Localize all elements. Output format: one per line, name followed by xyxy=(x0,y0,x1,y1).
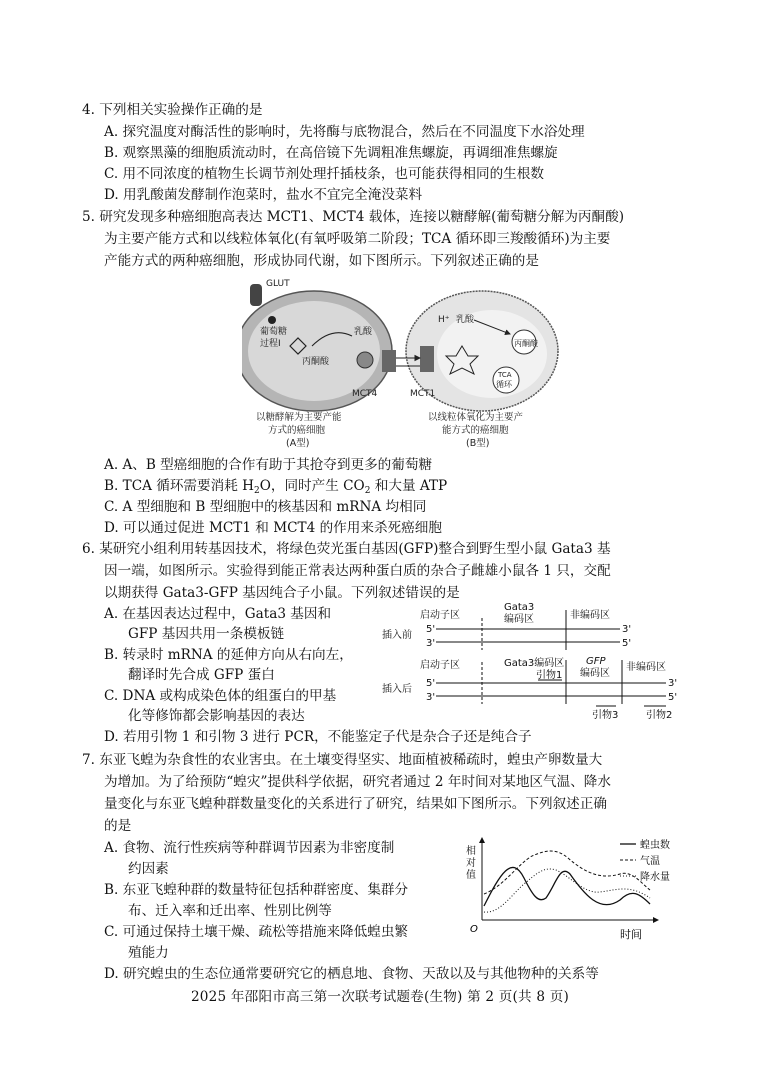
pyruvate-label: 丙酮酸 xyxy=(302,357,330,367)
gata3-label: Gata3 xyxy=(504,602,535,613)
primer1-label: 引物1 xyxy=(536,670,563,681)
mct1-label: MCT1 xyxy=(410,389,436,399)
q6-stem-line1: 6. 某研究小组利用转基因技术，将绿色荧光蛋白基因(GFP)整合到野生型小鼠 Gata3 基 xyxy=(82,541,611,557)
promoter-label: 启动子区 xyxy=(420,610,460,621)
q6-option-a-line1: A. 在基因表达过程中，Gata3 基因和 xyxy=(104,606,332,622)
q7-option-c-line2: 殖能力 xyxy=(128,945,169,961)
chart-xlabel: 时间 xyxy=(620,928,642,941)
cell-a-caption-3: (A型) xyxy=(286,438,310,449)
q6-option-d: D. 若用引物 1 和引物 3 进行 PCR，不能鉴定子代是杂合子还是纯合子 xyxy=(104,729,532,745)
cell-b-caption-3: (B型) xyxy=(466,438,490,449)
q6-stem-line3: 以期获得 Gata3-GFP 基因纯合子小鼠。下列叙述错误的是 xyxy=(104,585,460,601)
before-3-left: 3' xyxy=(426,638,436,649)
before-5-right: 5' xyxy=(622,638,632,649)
chart-ylabel-char: 值 xyxy=(466,870,476,881)
q6-option-c-line2: 化等修饰都会影响基因的表达 xyxy=(128,708,305,724)
before-5-left: 5' xyxy=(426,624,436,635)
q7-stem-line4: 的是 xyxy=(104,818,132,834)
coding-label: 编码区 xyxy=(504,614,534,625)
q6-option-b-line2: 翻译时先合成 GFP 蛋白 xyxy=(128,667,275,683)
cycle-label: 循环 xyxy=(496,380,512,389)
q4-option-d: D. 用乳酸菌发酵制作泡菜时，盐水不宜完全淹没菜料 xyxy=(104,187,423,203)
q5-stem-line2: 为主要产能方式和以线粒体氧化(有氧呼吸第二阶段；TCA 循环即三羧酸循环)为主要 xyxy=(104,231,611,247)
after-label: 插入后 xyxy=(382,684,412,695)
tca-label: TCA xyxy=(498,371,512,379)
q5-option-d: D. 可以通过促进 MCT1 和 MCT4 的作用来杀死癌细胞 xyxy=(104,520,442,536)
lactate-label-a: 乳酸 xyxy=(354,327,373,337)
mct4-label: MCT4 xyxy=(352,389,378,399)
q6-stem-line2: 因一端，如图所示。实验得到能正常表达两种蛋白质的杂合子雌雄小鼠各 1 只，交配 xyxy=(104,563,611,579)
chart-origin: O xyxy=(470,924,478,935)
q4-stem: 4. 下列相关实验操作正确的是 xyxy=(82,102,263,118)
cell-b-caption-2: 能方式的癌细胞 xyxy=(442,425,509,436)
q6-option-c-line1: C. DNA 或构成染色体的组蛋白的甲基 xyxy=(104,688,337,704)
glut-label: GLUT xyxy=(266,279,290,289)
after-5-left: 5' xyxy=(426,678,436,689)
q5-option-c: C. A 型细胞和 B 型细胞中的核基因和 mRNA 均相同 xyxy=(104,499,427,515)
h-label: H⁺ xyxy=(438,315,450,325)
promoter2-label: 启动子区 xyxy=(420,660,460,671)
q6-option-b-line1: B. 转录时 mRNA 的延伸方向从右向左， xyxy=(104,647,353,663)
cell-a-caption-2: 方式的癌细胞 xyxy=(268,425,326,436)
gfp-coding-label: 编码区 xyxy=(580,668,610,679)
q7-option-b-line1: B. 东亚飞蝗种群的数量特征包括种群密度、集群分 xyxy=(104,882,409,898)
noncoding-label: 非编码区 xyxy=(570,610,610,621)
page-footer: 2025 年邵阳市高三第一次联考试题卷(生物) 第 2 页(共 8 页) xyxy=(190,989,570,1005)
q7-stem-line1: 7. 东亚飞蝗为杂食性的农业害虫。在土壤变得坚实、地面植被稀疏时，蝗虫产卵数量大 xyxy=(82,752,603,768)
after-3-right: 3' xyxy=(668,678,678,689)
chart-ylabel-1 xyxy=(466,844,476,881)
q7-option-d: D. 研究蝗虫的生态位通常要研究它的栖息地、食物、天敌以及与其他物种的关系等 xyxy=(104,966,599,982)
process-label: 过程I xyxy=(260,339,281,349)
legend-temperature: 气温 xyxy=(640,856,660,867)
q7-option-a-line2: 约因素 xyxy=(128,861,169,877)
gfp-label: GFP xyxy=(586,656,606,667)
before-3-right: 3' xyxy=(622,624,632,635)
gata3-coding-label: Gata3编码区 xyxy=(504,658,565,669)
q5-stem-line3: 产能方式的两种癌细胞，形成协同代谢，如下图所示。下列叙述正确的是 xyxy=(104,253,539,269)
q5-option-b: B. TCA 循环需要消耗 $H_2O$，同时产生 $CO_2$ 和大量 ATP xyxy=(104,478,448,496)
q5-stem-line1: 5. 研究发现多种癌细胞高表达 MCT1、MCT4 载体，连接以糖酵解(葡萄糖分解为丙酮酸) xyxy=(82,209,625,225)
q6-option-a-line2: GFP 基因共用一条模板链 xyxy=(128,626,285,642)
q7-option-b-line2: 布、迁入率和迁出率、性别比例等 xyxy=(128,903,332,919)
glucose-label: 葡萄糖 xyxy=(260,327,288,337)
cell-b-caption-1: 以线粒体氧化为主要产 xyxy=(428,412,524,423)
q7-stem-line2: 为增加。为了给预防“蝗灾”提供科学依据，研究者通过 2 年时间对某地区气温、降水 xyxy=(104,774,611,790)
legend-locust: 蝗虫数 xyxy=(640,840,670,851)
q7-stem-line3: 量变化与东亚飞蝗种群数量变化的关系进行了研究，结果如下图所示。下列叙述正确 xyxy=(104,796,607,812)
primer2-label: 引物2 xyxy=(646,710,673,721)
q7-chart xyxy=(460,834,690,944)
before-label: 插入前 xyxy=(382,630,412,641)
q4-option-c: C. 用不同浓度的植物生长调节剂处理扦插枝条，也可能获得相同的生根数 xyxy=(104,166,544,182)
primer3-label: 引物3 xyxy=(592,710,619,721)
q5-option-a: A. A、B 型癌细胞的合作有助于其抢夺到更多的葡萄糖 xyxy=(104,457,433,473)
lactate-label-b: 乳酸 xyxy=(456,315,475,325)
q5-figure-cell-metabolism xyxy=(242,276,562,450)
pyruvate-label-b: 丙酮酸 xyxy=(514,339,538,348)
noncoding2-label: 非编码区 xyxy=(626,662,666,673)
chart-ylabel-char: 对 xyxy=(466,858,476,869)
q4-option-a: A. 探究温度对酶活性的影响时，先将酶与底物混合，然后在不同温度下水浴处理 xyxy=(104,124,585,140)
q7-option-c-line1: C. 可通过保持土壤干燥、疏松等措施来降低蝗虫繁 xyxy=(104,924,409,940)
q7-option-a-line1: A. 食物、流行性疾病等种群调节因素为非密度制 xyxy=(104,840,395,856)
after-5-right: 5' xyxy=(668,692,678,703)
after-3-left: 3' xyxy=(426,692,436,703)
q4-option-b: B. 观察黑藻的细胞质流动时，在高倍镜下先调粗准焦螺旋，再调细准焦螺旋 xyxy=(104,145,558,161)
cell-a-caption-1: 以糖酵解为主要产能 xyxy=(256,412,342,423)
chart-ylabel-char: 相 xyxy=(466,846,476,857)
q6-gene-diagram xyxy=(380,600,680,722)
legend-rainfall: 降水量 xyxy=(640,872,670,883)
